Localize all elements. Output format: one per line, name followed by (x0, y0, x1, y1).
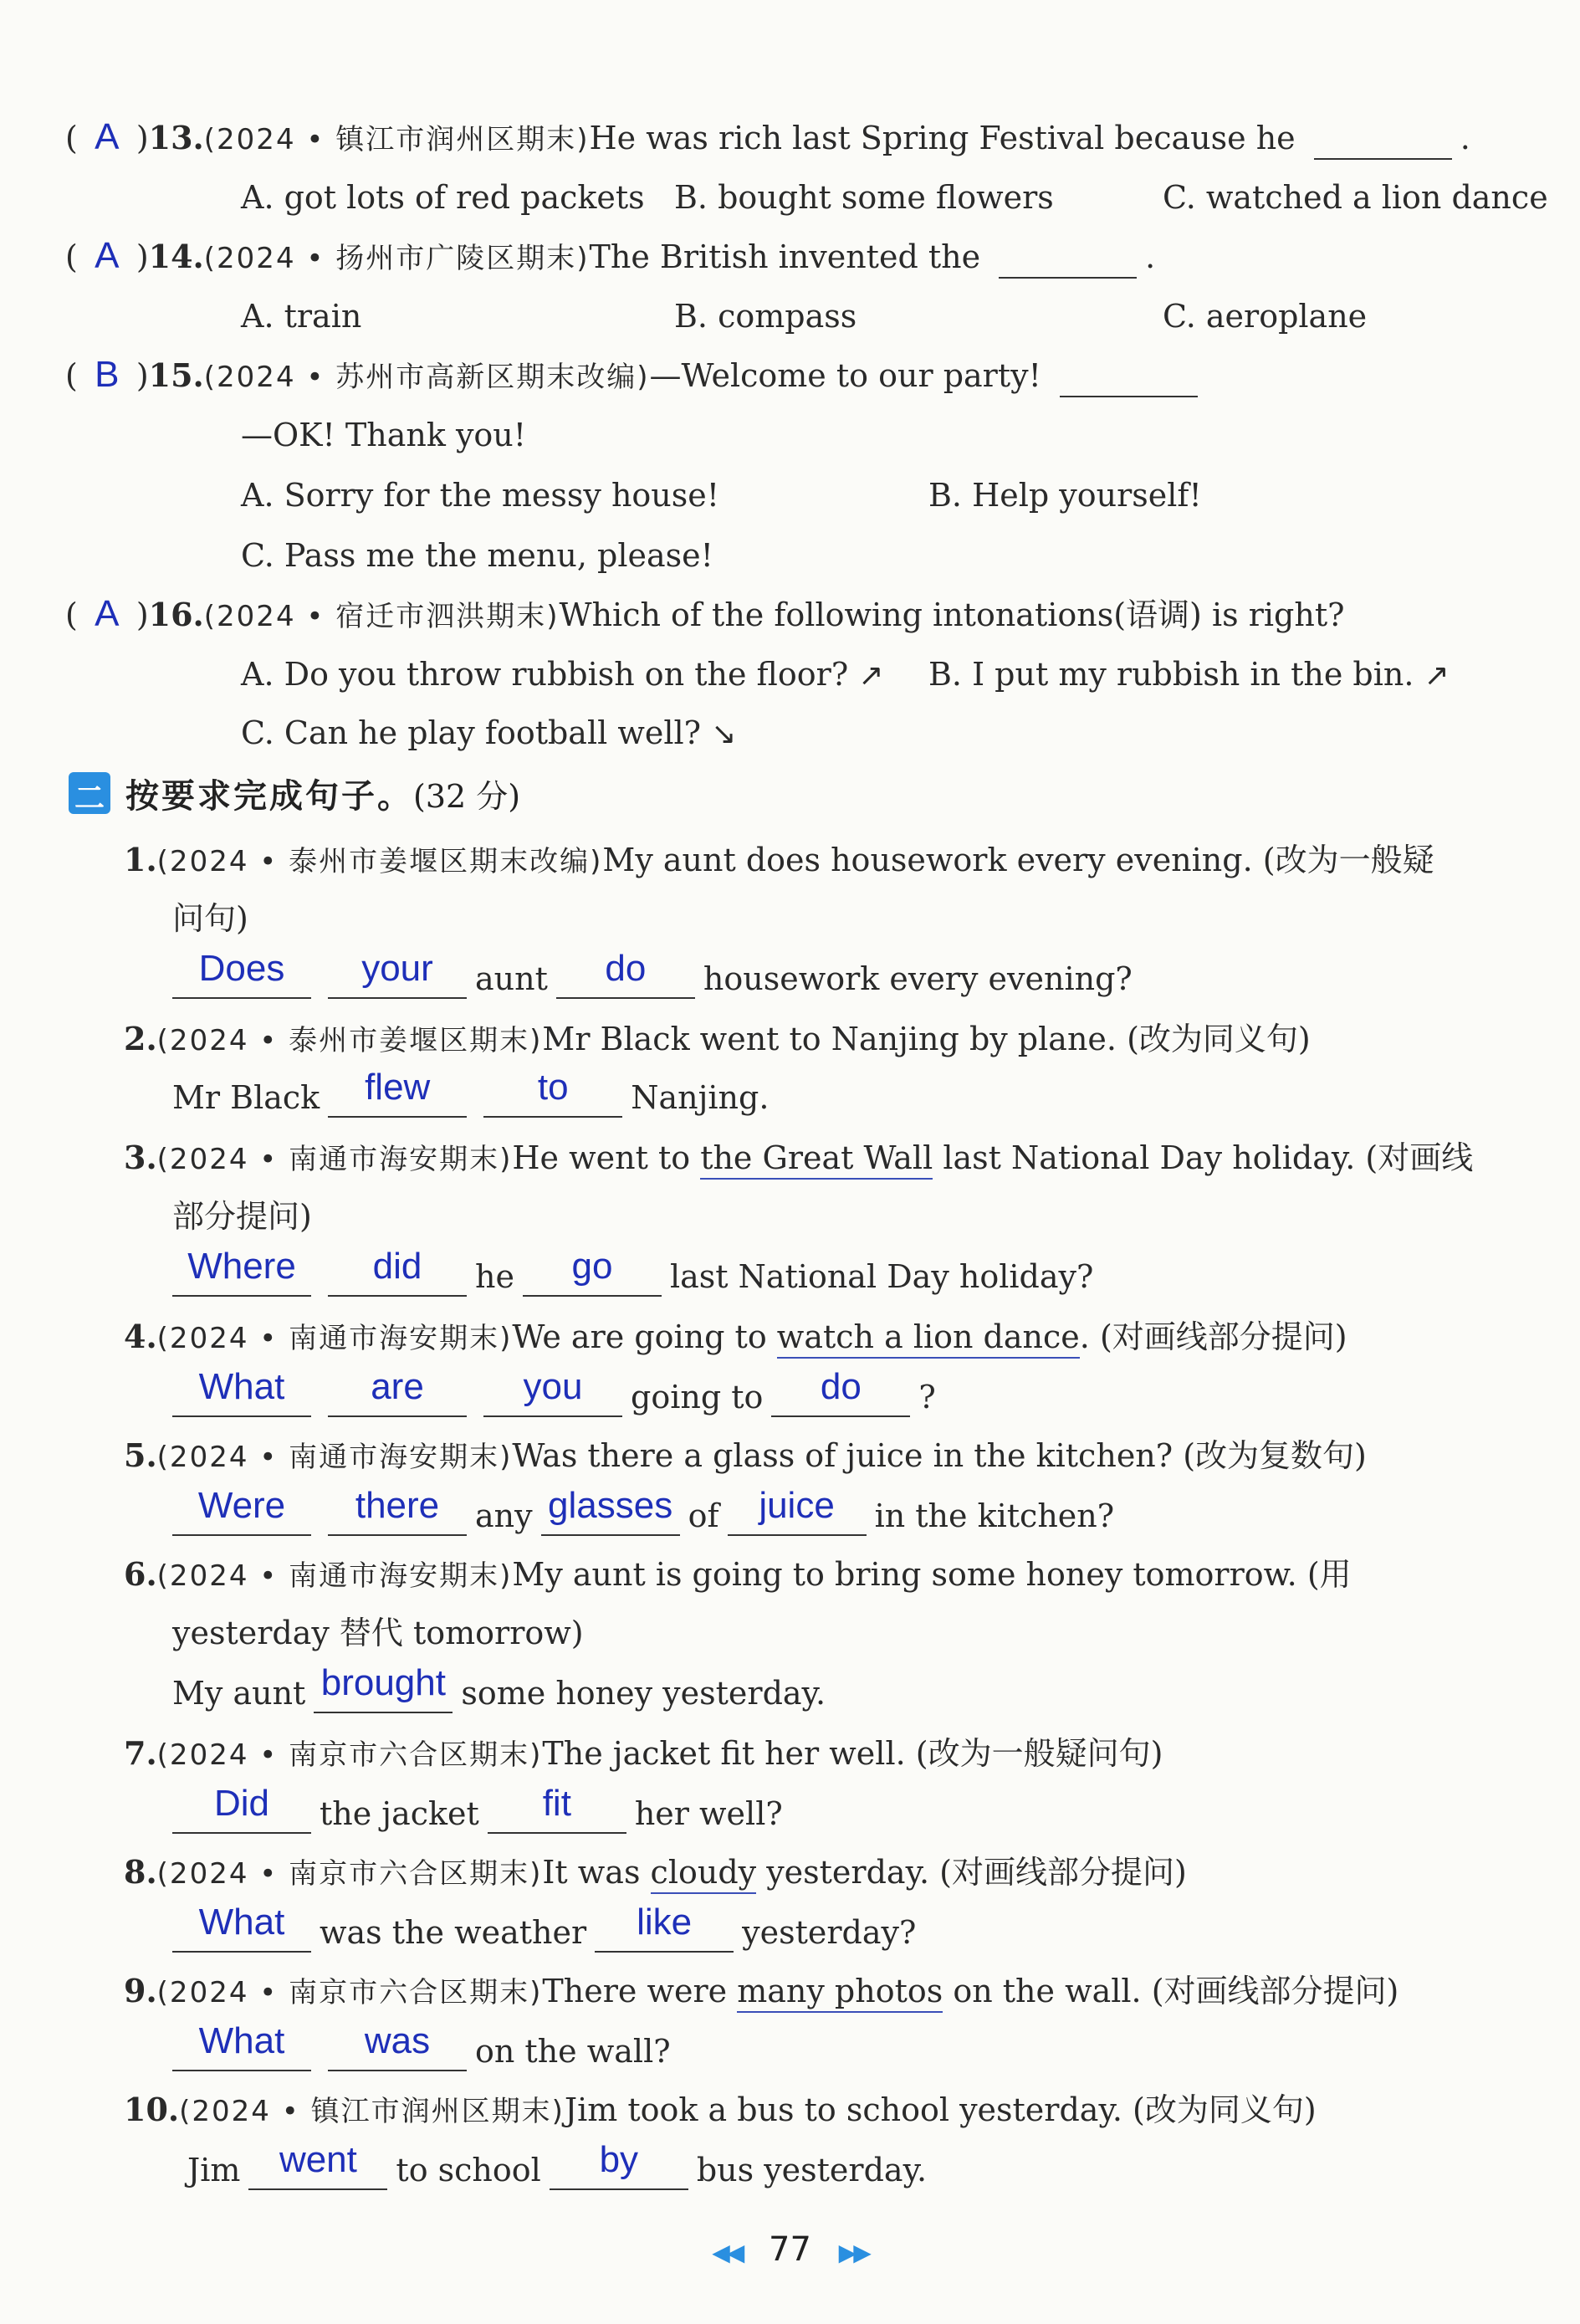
rising-arrow-icon: ↗ (1424, 658, 1450, 693)
answer-line-3: Where did he go last National Day holiday? (164, 1257, 1093, 1297)
question-text: The British invented the (589, 238, 981, 275)
answer-blank: fit (488, 1794, 626, 1834)
answer: A (95, 235, 120, 276)
rising-arrow-icon: ↗ (858, 658, 884, 693)
question-text: Which of the following intonations(语调) is right? (559, 596, 1345, 633)
question-number: 16. (148, 596, 204, 633)
answer-blank: Does (172, 959, 311, 999)
question-13: ( A )13.(2024 • 镇江市润州区期末)He was rich last Spring Festival because he . (65, 117, 1470, 160)
answer-blank: by (550, 2150, 688, 2190)
question-number: 13. (148, 119, 204, 156)
question-text: —Welcome to our party! (649, 357, 1041, 394)
question-15: ( B )15.(2024 • 苏州市高新区期末改编)—Welcome to our party! (65, 355, 1206, 397)
answer-blank: Where (172, 1257, 311, 1297)
answer-blank: brought (314, 1673, 453, 1713)
option-c: C. aeroplane (1163, 298, 1368, 335)
answer-line-2: Mr Black flew to Nanjing. (172, 1067, 770, 1116)
answer-blank: Were (172, 1496, 311, 1536)
answer-blank: What (172, 1912, 311, 1953)
answer-blank: went (248, 2150, 387, 2190)
answer-line-10: Jim went to school by bus yesterday. (187, 2139, 928, 2188)
answer-line-5: Were there any glasses of juice in the kitchen? (164, 1496, 1114, 1536)
sentence-9: 9.(2024 • 南京市六合区期末)There were many photos on the wall. (对画线部分提问) (124, 1971, 1398, 2013)
prev-page-icon: ◀◀ (712, 2239, 742, 2266)
option-b: B. Help yourself! (928, 477, 1202, 514)
answer-blank: did (328, 1257, 467, 1297)
question-source: (2024 • 苏州市高新区期末改编) (203, 361, 650, 394)
sentence-8: 8.(2024 • 南京市六合区期末)It was cloudy yesterday. (对画线部分提问) (124, 1852, 1187, 1894)
question-number: 15. (148, 356, 204, 394)
question-reply: —OK! Thank you! (241, 417, 527, 453)
answer-blank: Did (172, 1794, 311, 1834)
section-title: 按要求完成句子。(32 分) (125, 776, 521, 816)
answer-blank (1314, 120, 1452, 160)
answer-line-8: What was the weather like yesterday? (164, 1912, 916, 1953)
sentence-3: 3.(2024 • 南通市海安期末)He went to the Great Wall last National Day holiday. (对画线 (124, 1138, 1473, 1180)
answer-blank: What (172, 2031, 311, 2071)
answer-blank: do (771, 1377, 910, 1417)
answer-blank: are (328, 1377, 467, 1417)
sentence-6: 6.(2024 • 南通市海安期末)My aunt is going to bring some honey tomorrow. (用 (124, 1555, 1352, 1593)
underlined-phrase: cloudy (651, 1854, 757, 1894)
answer-line-9: What was on the wall? (164, 2031, 671, 2071)
sentence-7: 7.(2024 • 南京市六合区期末)The jacket fit her well. (改为一般疑问句) (124, 1734, 1163, 1772)
answer-blank: to (483, 1078, 622, 1118)
question-14: ( A )14.(2024 • 扬州市广陵区期末)The British invented the . (65, 236, 1155, 279)
underlined-phrase: watch a lion dance (777, 1318, 1080, 1359)
answer-blank: go (523, 1257, 662, 1297)
option-b: B. bought some flowers (674, 179, 1054, 216)
option-c: C. Can he play football well? ↘ (241, 714, 737, 751)
answer-blank: flew (328, 1078, 467, 1118)
section-badge: 二 (69, 772, 110, 814)
answer-line-4: What are you going to do ? (164, 1377, 936, 1417)
option-a: A. Sorry for the messy house! (241, 477, 720, 514)
answer-blank (999, 238, 1137, 279)
answer-line-1: Does your aunt do housework every evening? (164, 959, 1133, 999)
answer-line-7: Did the jacket fit her well? (164, 1794, 783, 1834)
answer: A (95, 116, 120, 157)
option-c: C. Pass me the menu, please! (241, 537, 713, 574)
option-a: A. train (241, 298, 362, 335)
option-b: B. compass (674, 298, 857, 335)
underlined-phrase: many photos (737, 1973, 943, 2013)
sentence-2: 2.(2024 • 泰州市姜堰区期末)Mr Black went to Nanjing by plane. (改为同义句) (124, 1020, 1311, 1057)
next-page-icon: ▶▶ (838, 2239, 868, 2266)
sentence-4: 4.(2024 • 南通市海安期末)We are going to watch a lion dance. (对画线部分提问) (124, 1317, 1347, 1359)
answer-blank: do (556, 959, 695, 999)
answer-blank: your (328, 959, 467, 999)
answer-blank: What (172, 1377, 311, 1417)
sentence-1: 1.(2024 • 泰州市姜堰区期末改编)My aunt does housework every evening. (改为一般疑 (124, 841, 1434, 878)
option-a: A. Do you throw rubbish on the floor? ↗ (241, 656, 884, 693)
sentence-5: 5.(2024 • 南通市海安期末)Was there a glass of juice in the kitchen? (改为复数句) (124, 1436, 1367, 1474)
answer: A (95, 593, 120, 634)
page-number: 77 (769, 2230, 811, 2269)
question-source: (2024 • 宿迁市泗洪期末) (203, 600, 560, 633)
section-header (69, 770, 520, 816)
question-text: He was rich last Spring Festival because he (589, 120, 1296, 156)
page-footer (0, 2230, 1580, 2269)
answer-blank: like (595, 1912, 734, 1953)
question-source: (2024 • 扬州市广陵区期末) (203, 242, 590, 275)
sentence-10: 10.(2024 • 镇江市润州区期末)Jim took a bus to school yesterday. (改为同义句) (124, 2091, 1317, 2128)
option-b: B. I put my rubbish in the bin. ↗ (928, 656, 1450, 693)
answer-blank: there (328, 1496, 467, 1536)
question-16: ( A )16.(2024 • 宿迁市泗洪期末)Which of the following intonations(语调) is right? (65, 593, 1345, 634)
answer: B (95, 354, 120, 395)
underlined-phrase: the Great Wall (700, 1139, 933, 1180)
answer-blank: glasses (541, 1496, 680, 1536)
answer-blank: you (483, 1377, 622, 1417)
question-number: 14. (148, 238, 204, 275)
answer-blank (1060, 357, 1198, 397)
option-c: C. watched a lion dance (1163, 179, 1548, 216)
answer-line-6: My aunt brought some honey yesterday. (172, 1662, 826, 1712)
answer-blank: juice (728, 1496, 867, 1536)
falling-arrow-icon: ↘ (711, 717, 737, 751)
option-a: A. got lots of red packets (241, 179, 645, 216)
answer-blank: was (328, 2031, 467, 2071)
question-source: (2024 • 镇江市润州区期末) (203, 123, 590, 156)
